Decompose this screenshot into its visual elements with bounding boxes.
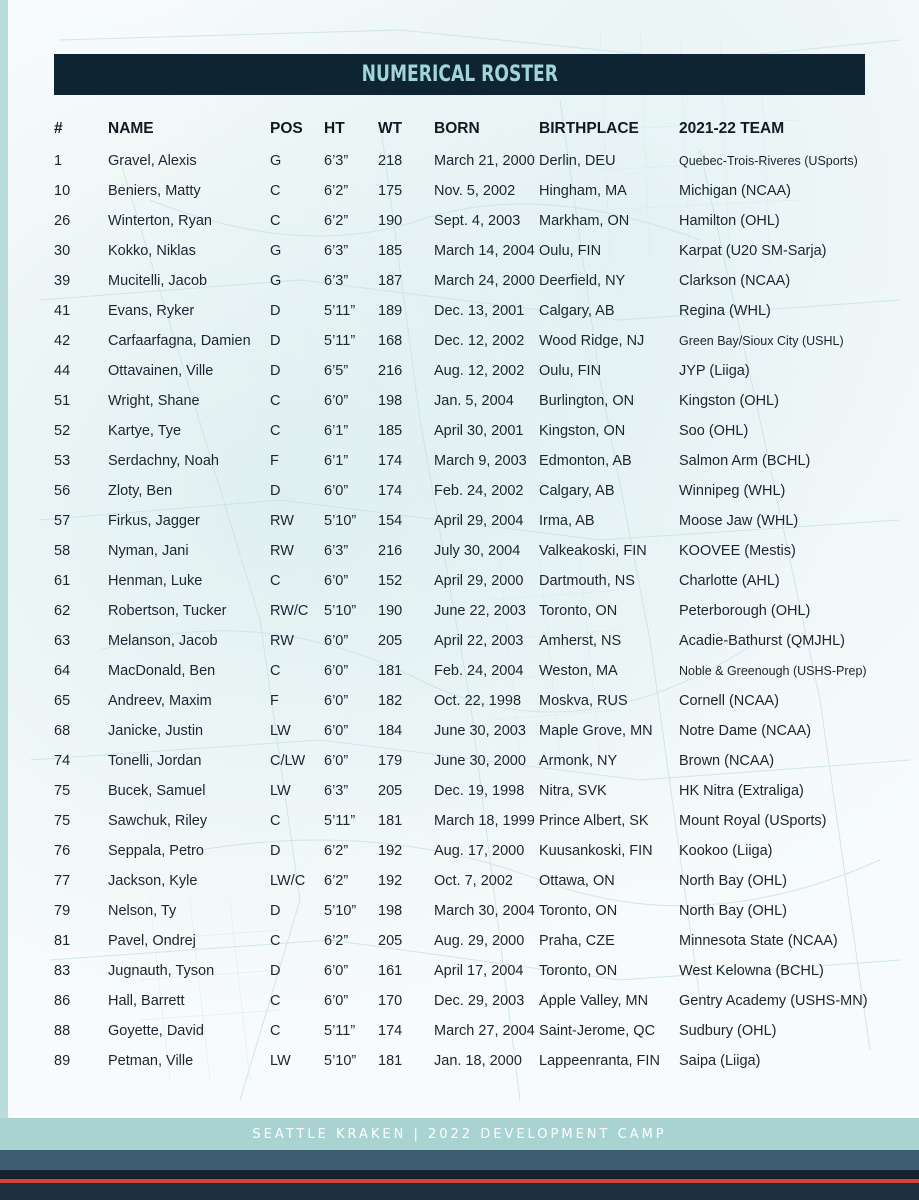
player-name: Serdachny, Noah xyxy=(108,453,219,469)
player-name: Kokko, Niklas xyxy=(108,243,196,259)
player-position: C xyxy=(270,813,281,829)
player-weight: 181 xyxy=(378,813,403,829)
player-weight: 181 xyxy=(378,1053,403,1069)
player-number: 83 xyxy=(54,963,71,979)
player-position: C xyxy=(270,213,281,229)
player-height: 6’0” xyxy=(324,573,349,589)
player-position: D xyxy=(270,333,281,349)
player-number: 65 xyxy=(54,693,71,709)
player-number: 62 xyxy=(54,603,71,619)
roster-table xyxy=(54,114,874,1076)
player-name: Nelson, Ty xyxy=(108,903,177,919)
player-position: D xyxy=(270,843,281,859)
player-height: 6’3” xyxy=(324,273,349,289)
player-team: Sudbury (OHL) xyxy=(679,1023,777,1039)
header-number: # xyxy=(54,120,63,137)
player-name: Seppala, Petro xyxy=(108,843,204,859)
player-number: 86 xyxy=(54,993,71,1009)
header-weight: WT xyxy=(378,120,403,137)
player-born: Oct. 7, 2002 xyxy=(434,873,513,889)
player-height: 5’10” xyxy=(324,513,357,529)
player-birthplace: Toronto, ON xyxy=(539,903,618,919)
player-team: Michigan (NCAA) xyxy=(679,183,791,199)
player-position: C xyxy=(270,183,281,199)
player-born: July 30, 2004 xyxy=(434,543,521,559)
player-height: 6’2” xyxy=(324,213,349,229)
player-birthplace: Oulu, FIN xyxy=(539,243,602,259)
table-row xyxy=(54,416,874,446)
header-birthplace: BIRTHPLACE xyxy=(539,120,639,137)
player-height: 6’0” xyxy=(324,723,349,739)
player-name: Firkus, Jagger xyxy=(108,513,200,529)
player-name: Janicke, Justin xyxy=(108,723,204,739)
table-row xyxy=(54,656,874,686)
table-row xyxy=(54,716,874,746)
player-team: Saipa (Liiga) xyxy=(679,1053,761,1069)
player-position: D xyxy=(270,483,281,499)
player-weight: 189 xyxy=(378,303,403,319)
player-name: Sawchuk, Riley xyxy=(108,813,208,829)
table-row xyxy=(54,146,874,176)
player-team: Soo (OHL) xyxy=(679,423,749,439)
footer-band xyxy=(0,1118,919,1150)
player-position: LW xyxy=(270,723,291,739)
player-weight: 181 xyxy=(378,663,403,679)
player-born: Oct. 22, 1998 xyxy=(434,693,522,709)
table-row xyxy=(54,806,874,836)
player-name: Tonelli, Jordan xyxy=(108,753,202,769)
player-number: 42 xyxy=(54,333,71,349)
player-number: 89 xyxy=(54,1053,71,1069)
player-weight: 216 xyxy=(378,363,403,379)
player-number: 39 xyxy=(54,273,71,289)
player-team: West Kelowna (BCHL) xyxy=(679,963,824,979)
player-height: 6’1” xyxy=(324,423,349,439)
table-row xyxy=(54,836,874,866)
player-position: C xyxy=(270,993,281,1009)
player-position: RW/C xyxy=(270,603,309,619)
player-weight: 205 xyxy=(378,933,403,949)
player-team: KOOVEE (Mestis) xyxy=(679,543,796,559)
player-number: 63 xyxy=(54,633,71,649)
player-number: 81 xyxy=(54,933,71,949)
player-weight: 179 xyxy=(378,753,403,769)
player-birthplace: Toronto, ON xyxy=(539,603,618,619)
player-birthplace: Deerfield, NY xyxy=(539,273,626,289)
player-name: Mucitelli, Jacob xyxy=(108,273,208,289)
player-height: 6’3” xyxy=(324,153,349,169)
player-born: April 29, 2000 xyxy=(434,573,524,589)
table-row xyxy=(54,206,874,236)
player-birthplace: Calgary, AB xyxy=(539,303,615,319)
player-team: Gentry Academy (USHS-MN) xyxy=(679,993,868,1009)
player-height: 6’0” xyxy=(324,633,349,649)
player-born: March 14, 2004 xyxy=(434,243,535,259)
footer-stripe-slate xyxy=(0,1150,919,1170)
player-birthplace: Valkeakoski, FIN xyxy=(539,543,647,559)
table-row xyxy=(54,476,874,506)
player-team: Winnipeg (WHL) xyxy=(679,483,786,499)
player-position: D xyxy=(270,963,281,979)
player-weight: 174 xyxy=(378,483,403,499)
player-name: Jugnauth, Tyson xyxy=(108,963,215,979)
player-born: April 17, 2004 xyxy=(434,963,524,979)
header-height: HT xyxy=(324,120,345,137)
player-position: C xyxy=(270,393,281,409)
player-name: Kartye, Tye xyxy=(108,423,182,439)
player-height: 6’0” xyxy=(324,393,349,409)
table-row xyxy=(54,356,874,386)
player-birthplace: Weston, MA xyxy=(539,663,618,679)
player-height: 6’3” xyxy=(324,243,349,259)
table-row xyxy=(54,536,874,566)
player-birthplace: Nitra, SVK xyxy=(539,783,607,799)
player-born: March 30, 2004 xyxy=(434,903,535,919)
player-position: LW/C xyxy=(270,873,306,889)
player-team: Peterborough (OHL) xyxy=(679,603,811,619)
player-born: Aug. 29, 2000 xyxy=(434,933,525,949)
player-birthplace: Hingham, MA xyxy=(539,183,627,199)
player-position: G xyxy=(270,273,282,289)
player-born: March 24, 2000 xyxy=(434,273,535,289)
table-row xyxy=(54,626,874,656)
player-number: 61 xyxy=(54,573,71,589)
player-height: 6’2” xyxy=(324,843,349,859)
player-born: April 29, 2004 xyxy=(434,513,524,529)
table-row xyxy=(54,1046,874,1076)
player-born: Aug. 12, 2002 xyxy=(434,363,525,379)
player-height: 6’2” xyxy=(324,183,349,199)
player-weight: 192 xyxy=(378,873,403,889)
player-name: Zloty, Ben xyxy=(108,483,173,499)
player-number: 44 xyxy=(54,363,71,379)
player-weight: 170 xyxy=(378,993,403,1009)
player-number: 76 xyxy=(54,843,71,859)
player-position: G xyxy=(270,243,282,259)
player-position: RW xyxy=(270,513,294,529)
player-weight: 205 xyxy=(378,633,403,649)
player-team: Minnesota State (NCAA) xyxy=(679,933,838,949)
player-birthplace: Kingston, ON xyxy=(539,423,626,439)
player-number: 1 xyxy=(54,153,63,169)
player-team: Karpat (U20 SM-Sarja) xyxy=(679,243,827,259)
player-weight: 218 xyxy=(378,153,403,169)
table-row xyxy=(54,686,874,716)
player-number: 79 xyxy=(54,903,71,919)
player-team: Regina (WHL) xyxy=(679,303,771,319)
player-born: Jan. 5, 2004 xyxy=(434,393,514,409)
player-height: 5’11” xyxy=(324,1023,356,1039)
player-name: Ottavainen, Ville xyxy=(108,363,214,379)
player-number: 52 xyxy=(54,423,71,439)
player-born: Dec. 29, 2003 xyxy=(434,993,525,1009)
table-row xyxy=(54,446,874,476)
player-born: Feb. 24, 2002 xyxy=(434,483,524,499)
player-position: F xyxy=(270,693,279,709)
player-name: Bucek, Samuel xyxy=(108,783,206,799)
footer-text: SEATTLE KRAKEN | 2022 DEVELOPMENT CAMP xyxy=(252,1126,667,1142)
footer-stripe-navy xyxy=(0,1170,919,1179)
player-height: 6’0” xyxy=(324,693,349,709)
player-weight: 174 xyxy=(378,1023,403,1039)
player-weight: 192 xyxy=(378,843,403,859)
player-weight: 152 xyxy=(378,573,403,589)
table-row xyxy=(54,1016,874,1046)
player-name: Jackson, Kyle xyxy=(108,873,198,889)
player-born: June 30, 2000 xyxy=(434,753,526,769)
roster-body xyxy=(54,146,874,1076)
player-born: Nov. 5, 2002 xyxy=(434,183,516,199)
player-height: 6’0” xyxy=(324,483,349,499)
player-team: Notre Dame (NCAA) xyxy=(679,723,812,739)
player-born: Aug. 17, 2000 xyxy=(434,843,525,859)
player-height: 6’2” xyxy=(324,873,349,889)
player-height: 6’0” xyxy=(324,993,349,1009)
player-height: 6’0” xyxy=(324,753,349,769)
player-height: 5’11” xyxy=(324,303,356,319)
player-height: 6’0” xyxy=(324,963,349,979)
player-birthplace: Irma, AB xyxy=(539,513,595,529)
table-row xyxy=(54,956,874,986)
player-weight: 190 xyxy=(378,213,403,229)
player-name: MacDonald, Ben xyxy=(108,663,216,679)
player-born: Dec. 13, 2001 xyxy=(434,303,525,319)
player-weight: 168 xyxy=(378,333,403,349)
player-weight: 205 xyxy=(378,783,403,799)
player-height: 6’2” xyxy=(324,933,349,949)
player-height: 5’11” xyxy=(324,813,356,829)
player-position: C xyxy=(270,423,281,439)
player-team: Acadie-Bathurst (QMJHL) xyxy=(679,633,845,649)
player-birthplace: Burlington, ON xyxy=(539,393,635,409)
footer-stripe-dark xyxy=(0,1183,919,1200)
player-position: G xyxy=(270,153,282,169)
player-position: C xyxy=(270,933,281,949)
player-born: April 30, 2001 xyxy=(434,423,524,439)
player-height: 5’11” xyxy=(324,333,356,349)
player-team: JYP (Liiga) xyxy=(679,363,750,379)
player-number: 26 xyxy=(54,213,71,229)
player-team: Mount Royal (USports) xyxy=(679,813,827,829)
roster-header-row xyxy=(54,114,874,146)
player-number: 74 xyxy=(54,753,71,769)
player-name: Henman, Luke xyxy=(108,573,203,589)
player-born: Dec. 12, 2002 xyxy=(434,333,525,349)
table-row xyxy=(54,746,874,776)
player-birthplace: Praha, CZE xyxy=(539,933,615,949)
table-row xyxy=(54,506,874,536)
player-team: Clarkson (NCAA) xyxy=(679,273,791,289)
player-team: Moose Jaw (WHL) xyxy=(679,513,799,529)
player-position: C/LW xyxy=(270,753,306,769)
player-name: Petman, Ville xyxy=(108,1053,194,1069)
player-born: April 22, 2003 xyxy=(434,633,524,649)
table-row xyxy=(54,866,874,896)
player-weight: 175 xyxy=(378,183,403,199)
player-team: Brown (NCAA) xyxy=(679,753,775,769)
player-team: Kingston (OHL) xyxy=(679,393,779,409)
player-height: 5’10” xyxy=(324,1053,357,1069)
player-position: C xyxy=(270,573,281,589)
player-position: LW xyxy=(270,783,291,799)
player-name: Goyette, David xyxy=(108,1023,204,1039)
player-team: Green Bay/Sioux City (USHL) xyxy=(679,334,844,348)
player-name: Pavel, Ondrej xyxy=(108,933,196,949)
table-row xyxy=(54,386,874,416)
player-team: Noble & Greenough (USHS-Prep) xyxy=(679,664,867,678)
player-team: Hamilton (OHL) xyxy=(679,213,780,229)
player-number: 41 xyxy=(54,303,71,319)
player-height: 5’10” xyxy=(324,903,357,919)
player-born: Dec. 19, 1998 xyxy=(434,783,525,799)
player-height: 6’0” xyxy=(324,663,349,679)
table-row xyxy=(54,266,874,296)
player-born: March 18, 1999 xyxy=(434,813,535,829)
player-birthplace: Maple Grove, MN xyxy=(539,723,653,739)
table-row xyxy=(54,566,874,596)
header-name: NAME xyxy=(108,120,154,137)
player-position: C xyxy=(270,663,281,679)
player-birthplace: Oulu, FIN xyxy=(539,363,602,379)
player-height: 6’1” xyxy=(324,453,349,469)
player-number: 30 xyxy=(54,243,71,259)
player-birthplace: Markham, ON xyxy=(539,213,630,229)
player-birthplace: Prince Albert, SK xyxy=(539,813,649,829)
player-birthplace: Edmonton, AB xyxy=(539,453,632,469)
table-row xyxy=(54,986,874,1016)
player-weight: 216 xyxy=(378,543,403,559)
player-name: Wright, Shane xyxy=(108,393,200,409)
header-position: POS xyxy=(270,120,303,137)
player-born: March 9, 2003 xyxy=(434,453,527,469)
player-number: 68 xyxy=(54,723,71,739)
player-team: HK Nitra (Extraliga) xyxy=(679,783,804,799)
player-number: 56 xyxy=(54,483,71,499)
player-name: Hall, Barrett xyxy=(108,993,185,1009)
player-birthplace: Kuusankoski, FIN xyxy=(539,843,653,859)
page-title: NUMERICAL ROSTER xyxy=(361,62,558,87)
player-weight: 174 xyxy=(378,453,403,469)
player-team: Charlotte (AHL) xyxy=(679,573,780,589)
player-born: March 21, 2000 xyxy=(434,153,535,169)
player-birthplace: Derlin, DEU xyxy=(539,153,616,169)
table-row xyxy=(54,896,874,926)
player-weight: 190 xyxy=(378,603,403,619)
header-team: 2021-22 TEAM xyxy=(679,120,785,137)
table-row xyxy=(54,776,874,806)
player-weight: 182 xyxy=(378,693,403,709)
player-name: Andreev, Maxim xyxy=(108,693,212,709)
player-number: 10 xyxy=(54,183,71,199)
player-birthplace: Apple Valley, MN xyxy=(539,993,649,1009)
player-weight: 187 xyxy=(378,273,403,289)
player-weight: 198 xyxy=(378,903,403,919)
player-number: 77 xyxy=(54,873,71,889)
player-birthplace: Dartmouth, NS xyxy=(539,573,635,589)
player-position: D xyxy=(270,303,281,319)
table-row xyxy=(54,326,874,356)
player-weight: 185 xyxy=(378,423,403,439)
player-team: North Bay (OHL) xyxy=(679,903,787,919)
table-row xyxy=(54,926,874,956)
table-row xyxy=(54,176,874,206)
player-birthplace: Lappeenranta, FIN xyxy=(539,1053,660,1069)
table-row xyxy=(54,596,874,626)
player-number: 75 xyxy=(54,813,71,829)
player-number: 58 xyxy=(54,543,71,559)
player-team: North Bay (OHL) xyxy=(679,873,787,889)
player-birthplace: Wood Ridge, NJ xyxy=(539,333,645,349)
player-number: 57 xyxy=(54,513,71,529)
player-number: 64 xyxy=(54,663,71,679)
player-name: Winterton, Ryan xyxy=(108,213,212,229)
player-team: Kookoo (Liiga) xyxy=(679,843,773,859)
player-born: Sept. 4, 2003 xyxy=(434,213,521,229)
player-birthplace: Saint-Jerome, QC xyxy=(539,1023,656,1039)
player-weight: 161 xyxy=(378,963,403,979)
player-height: 5’10” xyxy=(324,603,357,619)
player-born: June 22, 2003 xyxy=(434,603,526,619)
player-number: 51 xyxy=(54,393,71,409)
player-name: Evans, Ryker xyxy=(108,303,195,319)
player-birthplace: Amherst, NS xyxy=(539,633,622,649)
player-height: 6’5” xyxy=(324,363,349,379)
player-birthplace: Ottawa, ON xyxy=(539,873,615,889)
player-name: Beniers, Matty xyxy=(108,183,201,199)
player-height: 6’3” xyxy=(324,543,349,559)
title-banner xyxy=(54,54,865,95)
player-birthplace: Armonk, NY xyxy=(539,753,618,769)
player-birthplace: Toronto, ON xyxy=(539,963,618,979)
player-name: Robertson, Tucker xyxy=(108,603,227,619)
player-weight: 198 xyxy=(378,393,403,409)
player-team: Quebec-Trois-Riveres (USports) xyxy=(679,154,858,168)
player-name: Nyman, Jani xyxy=(108,543,189,559)
player-number: 88 xyxy=(54,1023,71,1039)
player-team: Salmon Arm (BCHL) xyxy=(679,453,811,469)
left-edge-accent xyxy=(0,0,8,1118)
player-position: D xyxy=(270,363,281,379)
player-team: Cornell (NCAA) xyxy=(679,693,779,709)
player-position: D xyxy=(270,903,281,919)
player-birthplace: Calgary, AB xyxy=(539,483,615,499)
player-position: C xyxy=(270,1023,281,1039)
player-position: LW xyxy=(270,1053,291,1069)
header-born: BORN xyxy=(434,120,480,137)
player-birthplace: Moskva, RUS xyxy=(539,693,628,709)
player-position: F xyxy=(270,453,279,469)
player-weight: 184 xyxy=(378,723,403,739)
player-born: March 27, 2004 xyxy=(434,1023,535,1039)
player-weight: 154 xyxy=(378,513,403,529)
player-number: 53 xyxy=(54,453,71,469)
player-born: Jan. 18, 2000 xyxy=(434,1053,522,1069)
player-height: 6’3” xyxy=(324,783,349,799)
player-name: Carfaarfagna, Damien xyxy=(108,333,251,349)
player-number: 75 xyxy=(54,783,71,799)
player-weight: 185 xyxy=(378,243,403,259)
player-position: RW xyxy=(270,633,294,649)
player-name: Melanson, Jacob xyxy=(108,633,218,649)
player-born: June 30, 2003 xyxy=(434,723,526,739)
table-row xyxy=(54,236,874,266)
player-born: Feb. 24, 2004 xyxy=(434,663,524,679)
player-name: Gravel, Alexis xyxy=(108,153,197,169)
table-row xyxy=(54,296,874,326)
player-position: RW xyxy=(270,543,294,559)
